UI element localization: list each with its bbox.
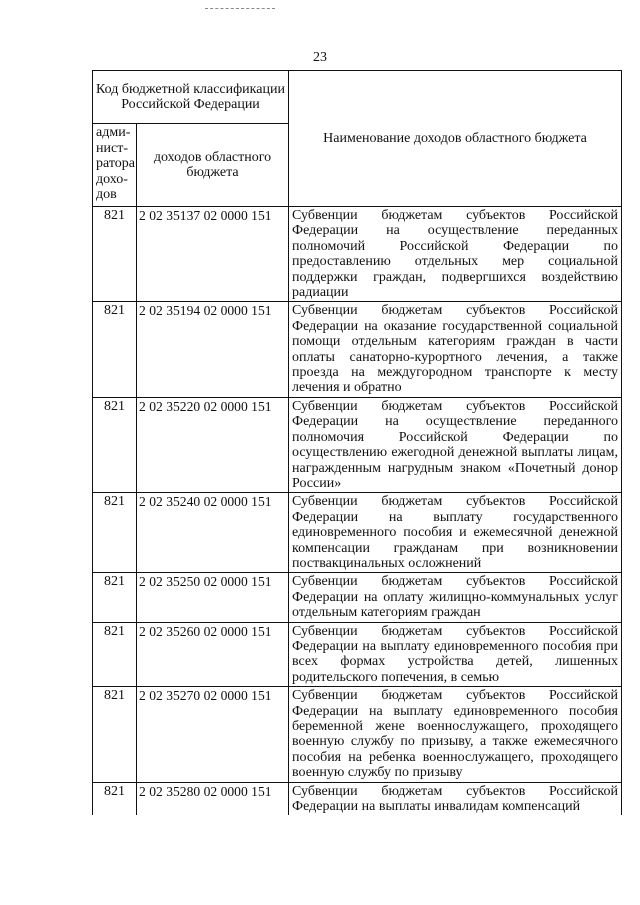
table-header-row: [93, 71, 622, 124]
admin-code: 821: [93, 782, 137, 815]
header-income: доходов областного бюджета: [137, 124, 289, 207]
table-row: [93, 687, 622, 782]
income-code: 2 02 35260 02 0000 151: [137, 622, 289, 687]
table-row: [93, 782, 622, 815]
page-number: 23: [313, 50, 327, 65]
table-row: [93, 397, 622, 492]
income-name: Субвенции бюджетам субъектов Российской Федерации на выплаты инвалидам компенсаций: [289, 782, 622, 815]
table-row: [93, 207, 622, 302]
income-code: 2 02 35240 02 0000 151: [137, 493, 289, 573]
header-admin: адми-нист-ратора дохо-дов: [93, 124, 137, 207]
admin-code: 821: [93, 397, 137, 492]
income-code: 2 02 35280 02 0000 151: [137, 782, 289, 815]
income-name: Субвенции бюджетам субъектов Российской Федерации на осуществление переданного полномочия Российской Федерации по осуществлению ежегодной денежной выплаты лицам, награжденным нагрудным знаком «Почетный донор России»: [289, 397, 622, 492]
header-group-title: Код бюджетной классификации Российской Федерации: [93, 71, 289, 124]
admin-code: 821: [93, 493, 137, 573]
header-name: Наименование доходов областного бюджета: [289, 71, 622, 207]
income-code: 2 02 35270 02 0000 151: [137, 687, 289, 782]
income-name: Субвенции бюджетам субъектов Российской Федерации на выплату государственного единовременного пособия и ежемесячной денежной компенсации гражданам при возникновении поствакцинальных осложнений: [289, 493, 622, 573]
income-name: Субвенции бюджетам субъектов Российской Федерации на выплату единовременного пособия беременной жене военнослужащего, проходящего военную службу по призыву, а также ежемесячного пособия на ребенка военнослужащего, проходящего военную службу по призыву: [289, 687, 622, 782]
income-name: Субвенции бюджетам субъектов Российской Федерации на осуществление переданных полномочий Российской Федерации по предоставлению отдельных мер социальной поддержки граждан, подвергшихся воздействию радиации: [289, 207, 622, 302]
table-row: [93, 573, 622, 622]
top-mark: [205, 8, 275, 9]
budget-classification-table: [92, 70, 622, 815]
admin-code: 821: [93, 687, 137, 782]
admin-code: 821: [93, 302, 137, 397]
income-code: 2 02 35137 02 0000 151: [137, 207, 289, 302]
income-code: 2 02 35194 02 0000 151: [137, 302, 289, 397]
admin-code: 821: [93, 622, 137, 687]
income-name: Субвенции бюджетам субъектов Российской Федерации на оказание государственной социальной помощи отдельным категориям граждан в части оплаты санаторно-курортного лечения, а также проезда на междугородном транспорте к месту лечения и обратно: [289, 302, 622, 397]
income-code: 2 02 35220 02 0000 151: [137, 397, 289, 492]
table-row: [93, 622, 622, 687]
admin-code: 821: [93, 573, 137, 622]
income-code: 2 02 35250 02 0000 151: [137, 573, 289, 622]
income-name: Субвенции бюджетам субъектов Российской Федерации на выплату единовременного пособия при всех формах устройства детей, лишенных родительского попечения, в семью: [289, 622, 622, 687]
income-name: Субвенции бюджетам субъектов Российской Федерации на оплату жилищно-коммунальных услуг отдельным категориям граждан: [289, 573, 622, 622]
table-row: [93, 493, 622, 573]
table-row: [93, 302, 622, 397]
admin-code: 821: [93, 207, 137, 302]
